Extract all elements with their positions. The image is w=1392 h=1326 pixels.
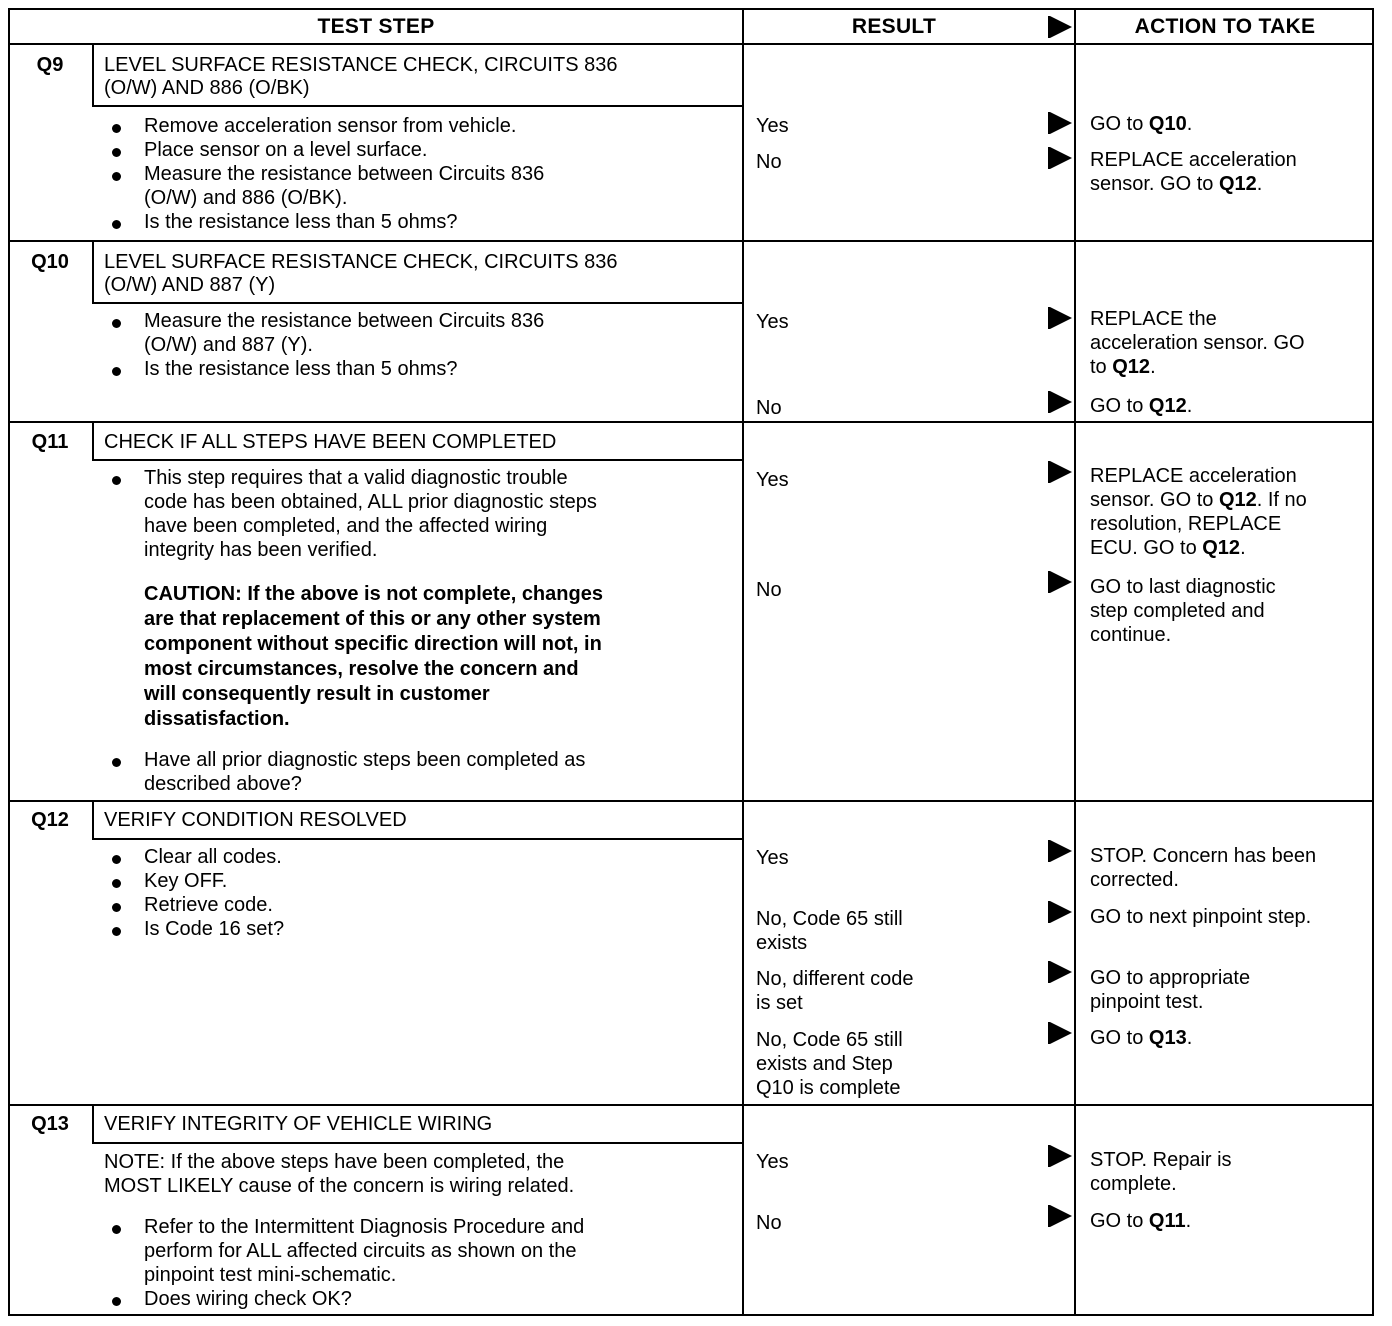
- arrow-icon: [1050, 307, 1072, 329]
- header-arrow-icon: [1050, 16, 1072, 38]
- arrow-icon: [1050, 147, 1072, 169]
- bullet-icon: [112, 367, 121, 376]
- q11-action-yes-line1: REPLACE acceleration: [1090, 465, 1297, 487]
- bullet-icon: [112, 476, 121, 485]
- diagnostic-table: [8, 8, 1374, 1316]
- q12-result-2-line1: No, Code 65 still: [756, 908, 903, 930]
- arrow-icon: [1050, 112, 1072, 134]
- q10-action-no: GO to Q12.: [1090, 395, 1193, 417]
- q11-step2-line1: Have all prior diagnostic steps been completed as: [144, 749, 586, 771]
- q10-result-yes: Yes: [756, 311, 789, 333]
- q11-action-no-line1: GO to last diagnostic: [1090, 576, 1276, 598]
- q10-id: Q10: [31, 251, 69, 273]
- arrow-icon: [1050, 1145, 1072, 1167]
- q9-action-yes: GO to Q10.: [1090, 113, 1193, 135]
- q11-step1-line4: integrity has been verified.: [144, 539, 378, 561]
- divider-result: [742, 10, 744, 1316]
- q11-step1-line2: code has been obtained, ALL prior diagnostic steps: [144, 491, 597, 513]
- bullet-icon: [112, 879, 121, 888]
- q13-note-line2: MOST LIKELY cause of the concern is wiring related.: [104, 1175, 575, 1197]
- header-rule: [10, 43, 1374, 45]
- arrow-icon: [1050, 461, 1072, 483]
- q9-step-3: Measure the resistance between Circuits 836: [144, 163, 545, 185]
- q12-action-3-line1: GO to appropriate: [1090, 967, 1251, 989]
- header-action: ACTION TO TAKE: [1134, 15, 1316, 38]
- bullet-icon: [112, 1297, 121, 1306]
- arrow-icon: [1050, 1205, 1072, 1227]
- q12-action-2: GO to next pinpoint step.: [1090, 906, 1312, 928]
- bullet-icon: [112, 220, 121, 229]
- q12-action-3-line2: pinpoint test.: [1090, 991, 1204, 1013]
- q12-result-1: Yes: [756, 847, 789, 869]
- q13-result-yes: Yes: [756, 1151, 789, 1173]
- divider-action: [1074, 10, 1076, 1316]
- q10-result-no: No: [756, 397, 782, 419]
- bullet-icon: [112, 758, 121, 767]
- q11-caution-line5: will consequently result in customer: [144, 683, 490, 705]
- q9-id: Q9: [36, 54, 64, 76]
- q12-result-4-line2: exists and Step: [756, 1053, 893, 1075]
- q10-step-1-cont: (O/W) and 887 (Y).: [144, 334, 313, 356]
- q9-title-line2: (O/W) AND 886 (O/BK): [104, 77, 310, 99]
- q11-caution-line1: CAUTION: If the above is not complete, changes: [144, 583, 603, 605]
- q9-step-2: Place sensor on a level surface.: [144, 139, 428, 161]
- q11-caution-line2: are that replacement of this or any other system: [144, 608, 601, 630]
- q9-action-no-line2: sensor. GO to Q12.: [1090, 173, 1263, 195]
- q9-action-no-line1: REPLACE acceleration: [1090, 149, 1297, 171]
- bullet-icon: [112, 855, 121, 864]
- q11-action-yes-line2: sensor. GO to Q12. If no: [1090, 489, 1307, 511]
- q11-step1-line3: have been completed, and the affected wiring: [144, 515, 548, 537]
- q13-step2: Does wiring check OK?: [144, 1288, 352, 1310]
- q12-title: VERIFY CONDITION RESOLVED: [104, 809, 407, 831]
- q10-step-2: Is the resistance less than 5 ohms?: [144, 358, 458, 380]
- q13-action-yes-line1: STOP. Repair is: [1090, 1149, 1232, 1171]
- q13-title: VERIFY INTEGRITY OF VEHICLE WIRING: [104, 1113, 493, 1135]
- q11-title: CHECK IF ALL STEPS HAVE BEEN COMPLETED: [104, 431, 557, 453]
- q12-step-2: Key OFF.: [144, 870, 228, 892]
- q11-result-yes: Yes: [756, 469, 789, 491]
- arrow-icon: [1050, 901, 1072, 923]
- q9-step-4: Is the resistance less than 5 ohms?: [144, 211, 458, 233]
- bullet-icon: [112, 172, 121, 181]
- q11-step2-line2: described above?: [144, 773, 302, 795]
- q11-caution-line6: dissatisfaction.: [144, 708, 290, 730]
- q12-result-3-line1: No, different code: [756, 968, 914, 990]
- q11-caution-line4: most circumstances, resolve the concern and: [144, 658, 579, 680]
- q12-step-3: Retrieve code.: [144, 894, 273, 916]
- q12-result-3-line2: is set: [756, 992, 803, 1014]
- q12-step-4: Is Code 16 set?: [144, 918, 285, 940]
- q10-title-line1: LEVEL SURFACE RESISTANCE CHECK, CIRCUITS 836: [104, 251, 618, 273]
- arrow-icon: [1050, 961, 1072, 983]
- q12-result-2-line2: exists: [756, 932, 808, 954]
- q11-action-no-line2: step completed and: [1090, 600, 1265, 622]
- header-result: RESULT: [851, 15, 937, 38]
- header-test-step: TEST STEP: [317, 15, 435, 38]
- q13-result-no: No: [756, 1212, 782, 1234]
- q13-step1-line2: perform for ALL affected circuits as shown on the: [144, 1240, 577, 1262]
- q10-action-yes-line1: REPLACE the: [1090, 308, 1217, 330]
- q9-step-3-cont: (O/W) and 886 (O/BK).: [144, 187, 348, 209]
- arrow-icon: [1050, 840, 1072, 862]
- q12-step-1: Clear all codes.: [144, 846, 282, 868]
- q11-id: Q11: [31, 431, 69, 453]
- q13-action-yes-line2: complete.: [1090, 1173, 1177, 1195]
- q11-action-yes-line4: ECU. GO to Q12.: [1090, 537, 1246, 559]
- q11-action-no-line3: continue.: [1090, 624, 1172, 646]
- arrow-icon: [1050, 571, 1072, 593]
- q11-step1-line1: This step requires that a valid diagnostic trouble: [144, 467, 568, 489]
- q13-note-line1: NOTE: If the above steps have been completed, the: [104, 1151, 565, 1173]
- q12-action-1-line1: STOP. Concern has been: [1090, 845, 1317, 867]
- q9-result-yes: Yes: [756, 115, 789, 137]
- q11-result-no: No: [756, 579, 782, 601]
- q10-action-yes-line2: acceleration sensor. GO: [1090, 332, 1305, 354]
- q13-id: Q13: [31, 1113, 69, 1135]
- bullet-icon: [112, 927, 121, 936]
- q12-id: Q12: [31, 809, 69, 831]
- bullet-icon: [112, 903, 121, 912]
- bullet-icon: [112, 148, 121, 157]
- q10-title-line2: (O/W) AND 887 (Y): [104, 274, 276, 296]
- arrow-icon: [1050, 1022, 1072, 1044]
- q10-action-yes-line3: to Q12.: [1090, 356, 1156, 378]
- q11-action-yes-line3: resolution, REPLACE: [1090, 513, 1282, 535]
- q11-caution-line3: component without specific direction will not, in: [144, 633, 602, 655]
- q12-action-1-line2: corrected.: [1090, 869, 1179, 891]
- q12-result-4-line1: No, Code 65 still: [756, 1029, 903, 1051]
- q12-action-4: GO to Q13.: [1090, 1027, 1193, 1049]
- q13-step1-line3: pinpoint test mini-schematic.: [144, 1264, 397, 1286]
- q9-result-no: No: [756, 151, 782, 173]
- q13-step1-line1: Refer to the Intermittent Diagnosis Procedure and: [144, 1216, 585, 1238]
- q9-step-1: Remove acceleration sensor from vehicle.: [144, 115, 517, 137]
- bullet-icon: [112, 319, 121, 328]
- q10-step-1: Measure the resistance between Circuits 836: [144, 310, 545, 332]
- bullet-icon: [112, 124, 121, 133]
- bullet-icon: [112, 1225, 121, 1234]
- q9-title-line1: LEVEL SURFACE RESISTANCE CHECK, CIRCUITS 836: [104, 54, 618, 76]
- arrow-icon: [1050, 391, 1072, 413]
- q13-action-no: GO to Q11.: [1090, 1210, 1192, 1232]
- q12-result-4-line3: Q10 is complete: [756, 1077, 901, 1099]
